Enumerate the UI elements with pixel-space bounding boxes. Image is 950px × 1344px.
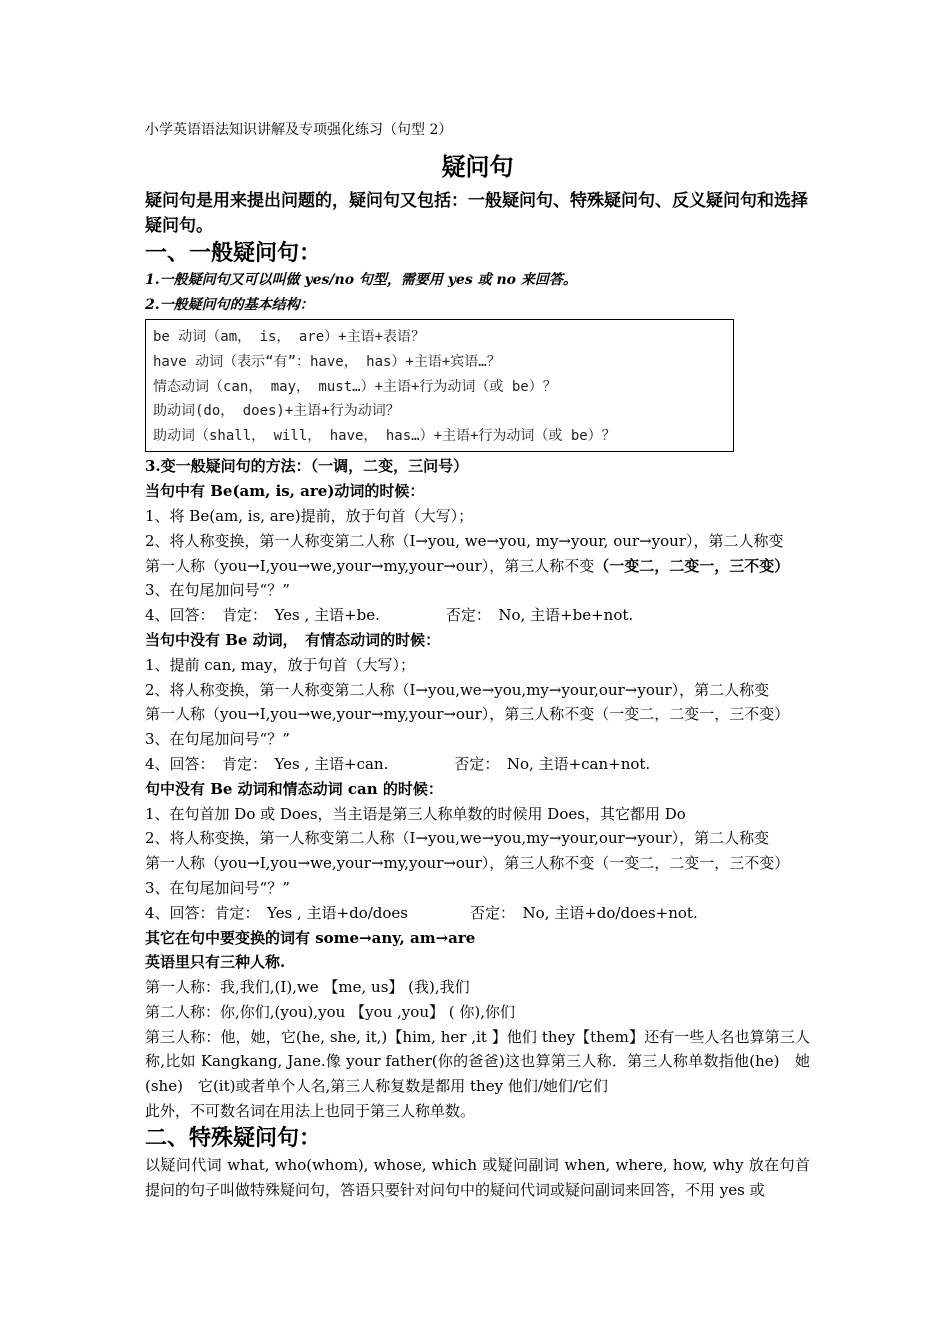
case-be-step-2a: 2、将人称变换，第一人称变第二人称（I→you, we→you, my→your, our→your），第二人称变 xyxy=(145,531,784,550)
case-do-step-1: 1、在句首加 Do 或 Does，当主语是第三人称单数的时候用 Does，其它都用 Do xyxy=(145,804,686,823)
uncountable-note: 此外，不可数名词在用法上也同于第三人称单数。 xyxy=(145,1102,476,1121)
case-be-step-1: 1、将 Be(am, is, are)提前，放于句首（大写）； xyxy=(145,506,474,525)
structure-line-aux: 助动词（shall， will， have， has…）+主语+行为动词（或 be）？ xyxy=(153,427,616,444)
intro-paragraph: 疑问句是用来提出问题的，疑问句又包括：一般疑问句、特殊疑问句、反义疑问句和选择疑问句。 xyxy=(145,190,808,236)
document-header: 小学英语语法知识讲解及专项强化练习（句型 2） xyxy=(145,122,453,138)
case-be-step-3: 3、在句尾加问号“？” xyxy=(145,581,290,600)
structure-line-modal: 情态动词（can， may， must…）+主语+行为动词（或 be）？ xyxy=(153,378,557,395)
case-be-step-2b-text: 第一人称（you→I,you→we,your→my,your→our），第三人称不变 xyxy=(145,556,595,575)
document-page xyxy=(145,118,810,1202)
case-be-answer-no: 否定： No, 主语+be+not. xyxy=(445,606,634,625)
persons-heading: 英语里只有三种人称. xyxy=(145,953,286,972)
case-do-step-4 xyxy=(145,901,810,926)
case-modal-step-4 xyxy=(145,752,810,777)
case-be-heading: 当句中有 Be(am, is, are)动词的时候： xyxy=(145,482,425,501)
first-person: 第一人称：我,我们,(I),we 【me, us】 (我),我们 xyxy=(145,978,470,997)
point-2: 2.一般疑问句的基本结构： xyxy=(145,296,314,313)
section-heading-special-questions: 二、特殊疑问句： xyxy=(145,1125,322,1151)
other-changes: 其它在句中要变换的词有 some→any, am→are xyxy=(145,928,476,947)
case-do-answer-no: 否定： No, 主语+do/does+not. xyxy=(470,903,698,922)
case-do-step-2b: 第一人称（you→I,you→we,your→my,your→our），第三人称不变（一变二，二变一，三不变） xyxy=(145,854,790,873)
case-modal-step-3: 3、在句尾加问号“？” xyxy=(145,730,290,749)
case-modal-heading: 当句中没有 Be 动词， 有情态动词的时候： xyxy=(145,630,441,649)
case-modal-answer-no: 否定： No, 主语+can+not. xyxy=(454,754,651,773)
case-do-answer-yes: 4、回答：肯定： Yes , 主语+do/does xyxy=(145,903,408,922)
special-questions-paragraph: 以疑问代词 what, who(whom), whose, which 或疑问副词 when, where, how, why 放在句首提问的句子叫做特殊疑问句，答语只要针对问句中的疑问代词或疑问副词来回答，不用 yes 或 xyxy=(145,1155,810,1199)
second-person: 第二人称：你,你们,(you),you 【you ,you】 ( 你),你们 xyxy=(145,1002,515,1021)
case-be-step-4 xyxy=(145,603,810,628)
section-heading-general-questions: 一、一般疑问句： xyxy=(145,240,322,266)
case-modal-step-2a: 2、将人称变换，第一人称变第二人称（I→you,we→you,my→your,our→your），第二人称变 xyxy=(145,680,770,699)
case-be-answer-yes: 4、回答： 肯定： Yes , 主语+be. xyxy=(145,606,380,625)
page-title: 疑问句 xyxy=(441,151,514,181)
case-modal-step-1: 1、提前 can, may，放于句首（大写）； xyxy=(145,655,415,674)
point-1: 1.一般疑问句又可以叫做 yes/no 句型，需要用 yes 或 no 来回答。 xyxy=(145,271,577,288)
case-do-step-3: 3、在句尾加问号“？” xyxy=(145,878,290,897)
case-be-rule: （一变二，二变一，三不变） xyxy=(594,556,790,575)
case-modal-answer-yes: 4、回答： 肯定： Yes , 主语+can. xyxy=(145,754,389,773)
case-do-heading: 句中没有 Be 动词和情态动词 can 的时候： xyxy=(145,779,443,798)
third-person: 第三人称：他，她，它(he, she, it,)【him, her ,it 】他们 they【them】还有一些人名也算第三人称,比如 Kangkang, Jane.像 your father(你的爸爸)这也算第三人称．第三人称单数指他(he) 她(she) 它(it)或者单个人名,第三人称复数是都用 they 他们/她们/它们 xyxy=(145,1027,810,1096)
structure-line-be: be 动词（am， is， are）+主语+表语？ xyxy=(153,329,426,346)
structure-line-have: have 动词（表示“有”：have， has）+主语+宾语…？ xyxy=(153,353,501,370)
case-be-step-2b xyxy=(145,554,810,579)
structure-box xyxy=(145,319,734,452)
case-modal-step-2b: 第一人称（you→I,you→we,your→my,your→our），第三人称不变（一变二，二变一，三不变） xyxy=(145,705,790,724)
structure-line-do: 助动词(do， does)+主语+行为动词？ xyxy=(153,403,400,420)
point-3: 3.变一般疑问句的方法：（一调，二变，三问号） xyxy=(145,457,469,476)
case-do-step-2a: 2、将人称变换，第一人称变第二人称（I→you,we→you,my→your,our→your），第二人称变 xyxy=(145,829,770,848)
